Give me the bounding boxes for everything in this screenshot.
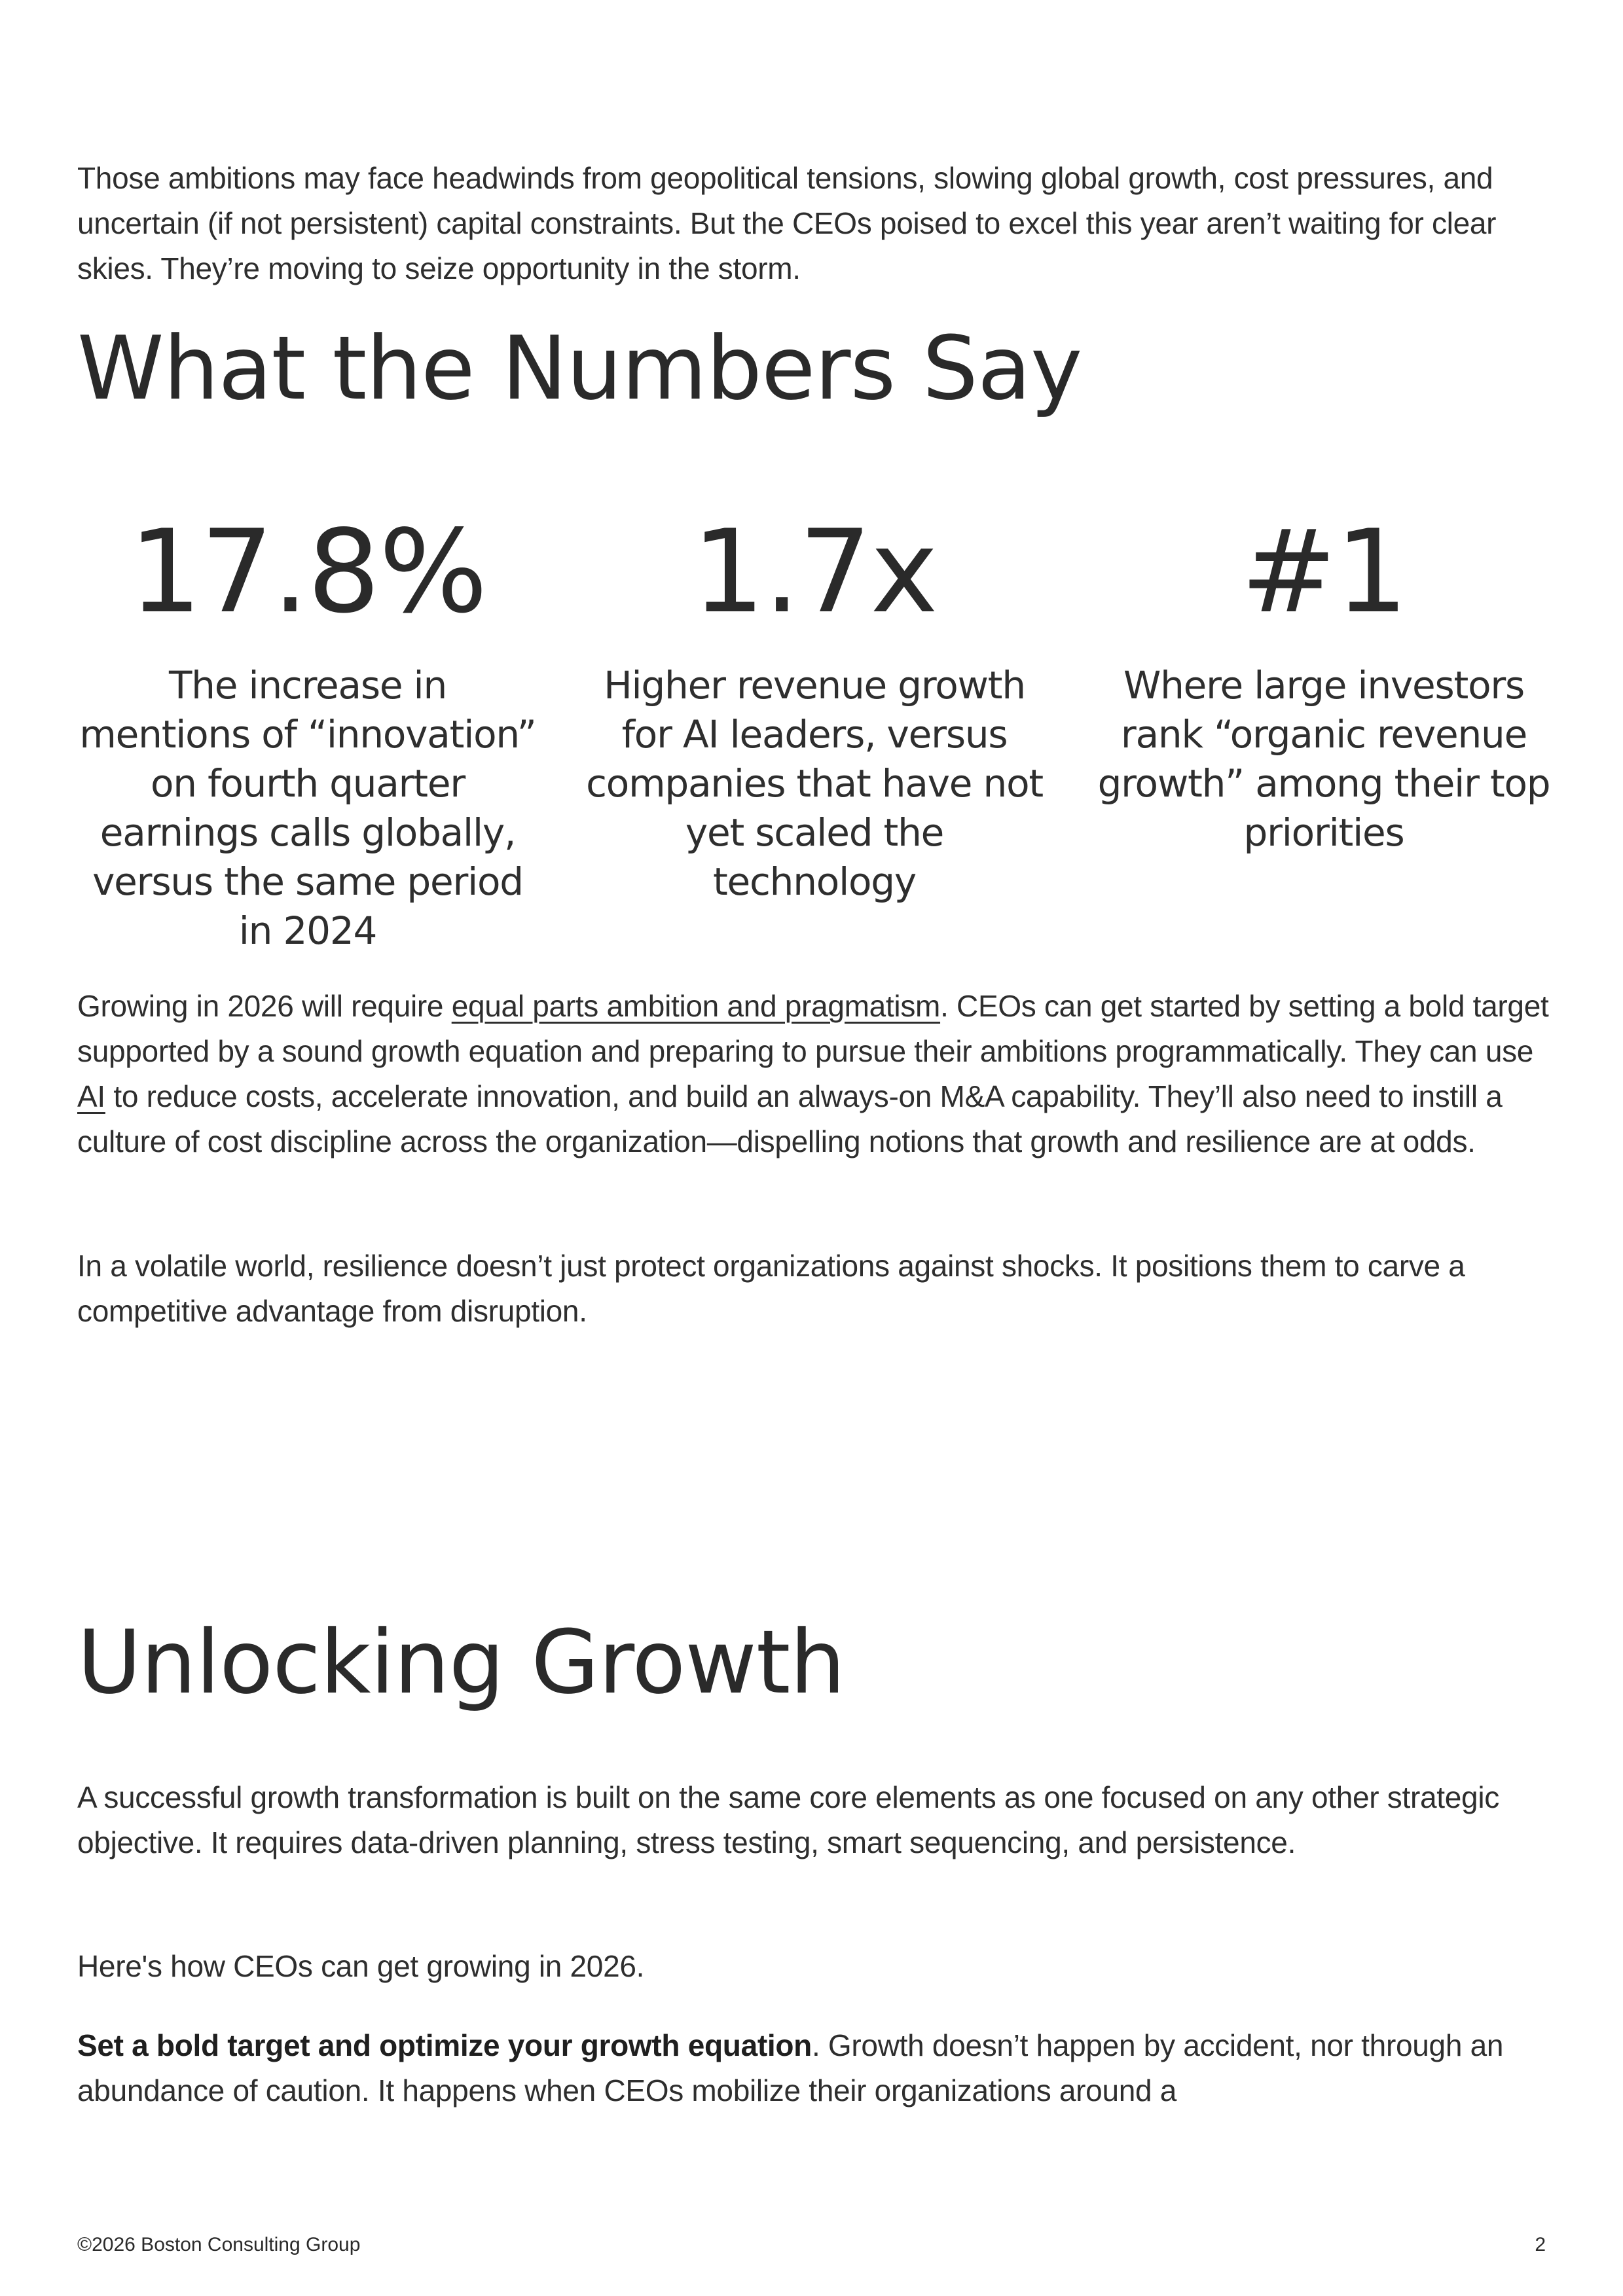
how-ceos-paragraph: Here's how CEOs can get growing in 2026.: [77, 1949, 645, 1983]
section-title-unlocking: Unlocking Growth: [77, 1611, 845, 1713]
growth-text-1: Growing in 2026 will require: [77, 989, 452, 1023]
section-title-numbers: What the Numbers Say: [77, 317, 1082, 420]
stat-value: 1.7x: [692, 506, 937, 639]
growth-text-3: to reduce costs, accelerate innovation, and build an always-on M&A capability. They’ll also need to instill a culture of cost discipline across the organization—dispelling notions that growth and resilience are at odds.: [77, 1079, 1503, 1158]
transformation-paragraph: A successful growth transformation is built on the same core elements as one focused on any other strategic objective. It requires data-driven planning, stress testing, smart sequencing, and persistence.: [77, 1780, 1499, 1859]
stat-value: #1: [1241, 506, 1407, 639]
stat-value: 17.8%: [129, 506, 486, 639]
stat-description: The increase in mentions of “innovation” on fourth quarter earnings calls globally, versus the same period in 2024: [79, 663, 536, 953]
intro-paragraph: Those ambitions may face headwinds from geopolitical tensions, slowing global growth, cost pressures, and uncertain (if not persistent) capital constraints. But the CEOs poised to excel this year aren’t waiting for clear skies. They’re moving to seize opportunity in the storm.: [77, 161, 1497, 285]
growth-paragraph: [77, 984, 1550, 1164]
growth-text-2: . CEOs can get started by setting a bold target supported by a sound growth equation and preparing to pursue their ambitions programmatically. They can use: [77, 989, 1549, 1068]
stat-description: Where large investors rank “organic revenue growth” among their top priorities: [1097, 663, 1550, 855]
volatile-paragraph: In a volatile world, resilience doesn’t just protect organizations against shocks. It positions them to carve a competitive advantage from disruption.: [77, 1249, 1465, 1328]
stat-description: Higher revenue growth for AI leaders, versus companies that have not yet scaled the technology: [586, 663, 1043, 904]
footer-copyright: ©2026 Boston Consulting Group: [77, 2234, 361, 2255]
ai-link[interactable]: AI: [77, 1079, 105, 1113]
bold-target-text: . Growth doesn’t happen by accident, nor through an abundance of caution. It happens when CEOs mobilize their organizations around a: [77, 2028, 1504, 2108]
ambition-pragmatism-link[interactable]: equal parts ambition and pragmatism: [451, 989, 941, 1023]
stat-block-investors: [1088, 506, 1559, 857]
bold-target-paragraph: [77, 2023, 1550, 2113]
bold-lead: Set a bold target and optimize your growth equation: [77, 2028, 812, 2062]
page-number: 2: [1535, 2234, 1546, 2255]
stat-block-ai-leaders: [579, 506, 1050, 906]
stat-block-innovation: [72, 506, 543, 956]
